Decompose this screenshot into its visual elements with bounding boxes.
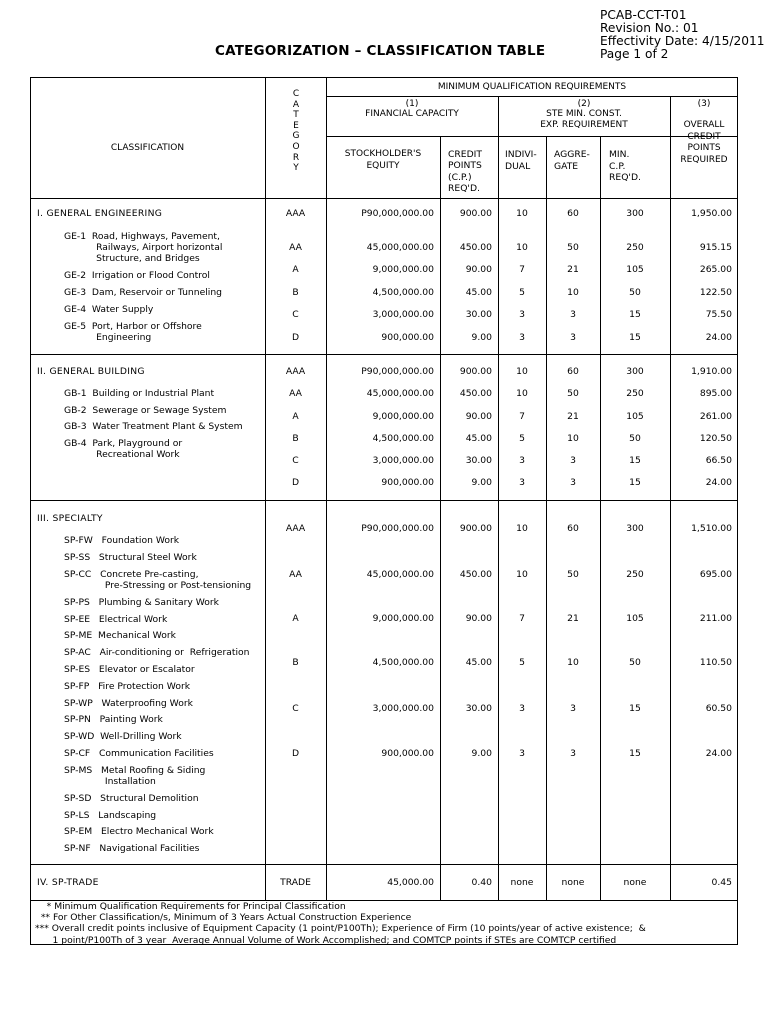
category-cell: AAA	[285, 366, 306, 377]
overall-cp-cell: 122.50	[699, 287, 732, 298]
equity-cell: 3,000,000.00	[372, 309, 434, 320]
min-cp-header-line: C.P.	[609, 160, 626, 172]
subclass-item: SP-LS Landscaping	[64, 810, 157, 821]
category-header-letter: T	[293, 110, 299, 121]
credit-points-cell: 9.00	[471, 332, 492, 343]
category-cell: B	[292, 287, 299, 298]
credit-points-cell: 450.00	[459, 569, 492, 580]
category-cell: TRADE	[280, 877, 311, 888]
equity-cell: 4,500,000.00	[372, 657, 434, 668]
cp-header-line: REQ'D.	[448, 182, 480, 194]
individual-cell: 3	[519, 477, 525, 488]
min-cp-cell: 300	[626, 366, 644, 377]
aggregate-cell: 60	[567, 523, 579, 534]
min-cp-header-line: REQ'D.	[609, 172, 641, 183]
individual-cell: 10	[516, 388, 528, 399]
section-title: I. GENERAL ENGINEERING	[37, 208, 163, 219]
overall-number: (3)	[697, 99, 711, 109]
overall-cp-cell: 915.15	[699, 242, 732, 253]
min-cp-cell: 250	[626, 388, 644, 399]
equity-cell: 900,000.00	[381, 748, 434, 759]
cp-header-line: CREDIT	[448, 149, 483, 160]
individual-cell: 10	[516, 569, 528, 580]
overall-cp-cell: 60.50	[705, 703, 732, 714]
overall-cp-cell: 211.00	[699, 613, 732, 624]
individual-cell: 10	[516, 208, 528, 219]
overall-cp-cell: 1,950.00	[691, 208, 732, 219]
min-cp-cell: 250	[626, 242, 644, 253]
overall-cp-cell: 120.50	[699, 433, 732, 444]
subclass-item: Railways, Airport horizontal	[64, 242, 223, 253]
aggregate-header-line: AGGRE-	[554, 149, 590, 160]
grid-line-vertical	[546, 77, 547, 900]
equity-cell: P90,000,000.00	[361, 366, 434, 377]
category-header-letter: O	[292, 142, 300, 152]
individual-cell: 5	[519, 287, 525, 298]
equity-cell: 45,000.00	[387, 877, 434, 888]
credit-points-cell: 450.00	[459, 242, 492, 253]
grid-line-vertical	[600, 77, 601, 900]
category-cell: AA	[289, 569, 302, 580]
category-cell: A	[292, 613, 299, 624]
section-title: IV. SP-TRADE	[37, 877, 99, 888]
min-cp-cell: 15	[629, 703, 641, 714]
subclass-item: GB-2 Sewerage or Sewage System	[64, 405, 227, 416]
category-cell: D	[291, 477, 300, 488]
footnote: ** For Other Classification/s, Minimum of 3 Years Actual Construction Experience	[35, 912, 412, 924]
credit-points-cell: 45.00	[465, 287, 492, 298]
footnote: *** Overall credit points inclusive of Equipment Capacity (1 point/P100Th); Experience of Firm (10 points/year of active existence; &	[35, 923, 646, 935]
individual-cell: 3	[519, 748, 525, 759]
min-cp-cell: 15	[629, 477, 641, 488]
category-header-letter: G	[292, 131, 300, 142]
subclass-item: GE-5 Port, Harbor or Offshore	[64, 321, 202, 332]
equity-cell: 900,000.00	[381, 477, 434, 488]
footnote: * Minimum Qualification Requirements for Principal Classification	[35, 901, 346, 912]
equity-header-line: EQUITY	[366, 160, 400, 171]
ste-number: (2)	[577, 99, 591, 109]
equity-header-line: STOCKHOLDER'S	[344, 149, 422, 159]
individual-header-line: INDIVI-	[505, 149, 537, 160]
subclass-item: GE-2 Irrigation or Flood Control	[64, 270, 210, 281]
subclass-item: SP-FP Fire Protection Work	[64, 681, 191, 692]
min-cp-cell: 15	[629, 455, 641, 466]
credit-points-cell: 30.00	[465, 703, 492, 714]
category-cell: C	[292, 309, 299, 320]
overall-cp-cell: 1,510.00	[691, 523, 732, 534]
credit-points-cell: 9.00	[471, 748, 492, 759]
subclass-item: Recreational Work	[64, 449, 180, 460]
aggregate-cell: 3	[570, 332, 576, 343]
aggregate-cell: 10	[567, 657, 579, 668]
individual-cell: 10	[516, 523, 528, 534]
category-cell: A	[292, 411, 299, 422]
subclass-item: SP-MS Metal Roofing & Siding	[64, 765, 206, 776]
overall-cp-cell: 261.00	[699, 411, 732, 422]
aggregate-cell: 3	[570, 309, 576, 320]
grid-line-horizontal	[326, 136, 670, 137]
equity-cell: 45,000,000.00	[366, 569, 434, 580]
grid-line-horizontal	[326, 96, 738, 97]
overall-cp-cell: 695.00	[699, 569, 732, 580]
page-title: CATEGORIZATION – CLASSIFICATION TABLE	[215, 43, 546, 59]
category-cell: AAA	[285, 208, 306, 219]
individual-cell: 7	[519, 264, 525, 275]
ste-header-line1: STE MIN. CONST.	[546, 109, 622, 119]
grid-line-vertical	[265, 77, 266, 900]
subclass-item: GE-3 Dam, Reservoir or Tunneling	[64, 287, 222, 298]
aggregate-cell: 60	[567, 208, 579, 219]
individual-header-line: DUAL	[505, 160, 531, 172]
credit-points-cell: 900.00	[459, 523, 492, 534]
category-cell: AA	[289, 388, 302, 399]
effectivity-line: Effectivity Date: 4/15/2011	[600, 34, 765, 48]
subclass-item: GE-4 Water Supply	[64, 304, 154, 315]
subclass-item: SP-EE Electrical Work	[64, 614, 168, 625]
min-cp-cell: none	[623, 877, 647, 888]
subclass-item: Engineering	[64, 332, 152, 343]
financial-capacity-number: (1)	[405, 99, 419, 109]
page-number-line: Page 1 of 2	[600, 47, 669, 61]
individual-cell: 3	[519, 455, 525, 466]
individual-cell: 5	[519, 657, 525, 668]
equity-cell: P90,000,000.00	[361, 208, 434, 219]
grid-line-vertical	[498, 77, 499, 900]
aggregate-cell: 50	[567, 242, 579, 253]
section-title: III. SPECIALTY	[37, 513, 103, 524]
subclass-item: GB-1 Building or Industrial Plant	[64, 388, 215, 399]
subclass-item: SP-PN Painting Work	[64, 714, 163, 725]
overall-cp-cell: 24.00	[705, 748, 732, 759]
overall-cp-cell: 75.50	[705, 309, 732, 320]
equity-cell: 45,000,000.00	[366, 242, 434, 253]
cp-header-line: (C.P.)	[448, 171, 472, 183]
credit-points-cell: 900.00	[459, 366, 492, 377]
category-cell: C	[292, 455, 299, 466]
subclass-item: SP-ES Elevator or Escalator	[64, 664, 195, 675]
subclass-item: SP-NF Navigational Facilities	[64, 843, 200, 854]
min-cp-cell: 105	[626, 411, 644, 422]
document-code-block	[600, 9, 765, 61]
equity-cell: P90,000,000.00	[361, 523, 434, 534]
credit-points-cell: 90.00	[465, 411, 492, 422]
overall-header-line: REQUIRED	[680, 154, 728, 165]
footnote: 1 point/P100Th of 3 year Average Annual Volume of Work Accomplished; and COMTCP points if STEs are COMTCP certified	[35, 934, 617, 946]
grid-line-horizontal	[30, 864, 738, 865]
min-cp-cell: 15	[629, 309, 641, 320]
category-cell: AAA	[285, 523, 306, 534]
individual-cell: 10	[516, 242, 528, 253]
subclass-item: Pre-Stressing or Post-tensioning	[64, 580, 252, 591]
subclass-item: SP-FW Foundation Work	[64, 535, 180, 546]
subclass-item: SP-ME Mechanical Work	[64, 630, 176, 641]
aggregate-cell: 21	[567, 264, 579, 275]
subclass-item: Installation	[64, 776, 156, 787]
subclass-item: SP-WP Waterproofing Work	[64, 698, 193, 709]
category-header-letter: R	[292, 152, 300, 163]
category-cell: AA	[289, 242, 302, 253]
cp-header-line: POINTS	[448, 160, 482, 172]
credit-points-cell: 900.00	[459, 208, 492, 219]
category-cell: A	[292, 264, 299, 275]
aggregate-cell: 10	[567, 433, 579, 444]
min-qual-header: MINIMUM QUALIFICATION REQUIREMENTS	[437, 82, 627, 92]
grid-line-vertical	[670, 77, 671, 900]
revision-line: Revision No.: 01	[600, 21, 699, 35]
category-cell: D	[291, 748, 300, 759]
credit-points-cell: 0.40	[471, 877, 492, 888]
individual-cell: 3	[519, 309, 525, 320]
credit-points-cell: 90.00	[465, 613, 492, 624]
equity-cell: 4,500,000.00	[372, 433, 434, 444]
aggregate-cell: 50	[567, 569, 579, 580]
aggregate-cell: 50	[567, 388, 579, 399]
equity-cell: 9,000,000.00	[372, 613, 434, 624]
subclass-item: SP-WD Well-Drilling Work	[64, 731, 182, 742]
subclass-item: SP-AC Air-conditioning or Refrigeration	[64, 647, 250, 658]
aggregate-cell: 21	[567, 411, 579, 422]
subclass-item: Structure, and Bridges	[64, 253, 200, 264]
individual-cell: 7	[519, 411, 525, 422]
subclass-item: SP-CF Communication Facilities	[64, 748, 214, 759]
aggregate-cell: 10	[567, 287, 579, 298]
equity-cell: 3,000,000.00	[372, 455, 434, 466]
overall-cp-cell: 110.50	[699, 657, 732, 668]
aggregate-cell: 3	[570, 703, 576, 714]
aggregate-cell: 21	[567, 613, 579, 624]
grid-line-horizontal	[30, 500, 738, 501]
aggregate-cell: 60	[567, 366, 579, 377]
min-cp-header-line: MIN.	[609, 149, 630, 160]
overall-header-line: CREDIT	[687, 131, 721, 142]
individual-cell: 3	[519, 332, 525, 343]
equity-cell: 3,000,000.00	[372, 703, 434, 714]
category-header-letter: C	[292, 89, 300, 99]
equity-cell: 9,000,000.00	[372, 264, 434, 275]
overall-cp-cell: 66.50	[705, 455, 732, 466]
overall-cp-cell: 265.00	[699, 264, 732, 275]
min-cp-cell: 250	[626, 569, 644, 580]
grid-line-vertical	[440, 77, 441, 900]
equity-cell: 900,000.00	[381, 332, 434, 343]
equity-cell: 9,000,000.00	[372, 411, 434, 422]
aggregate-cell: none	[561, 877, 585, 888]
subclass-item: GE-1 Road, Highways, Pavement,	[64, 231, 220, 242]
individual-cell: 5	[519, 433, 525, 444]
individual-cell: 10	[516, 366, 528, 377]
equity-cell: 4,500,000.00	[372, 287, 434, 298]
subclass-item: GB-3 Water Treatment Plant & System	[64, 421, 243, 432]
min-cp-cell: 300	[626, 208, 644, 219]
financial-capacity-header: FINANCIAL CAPACITY	[365, 109, 459, 119]
credit-points-cell: 30.00	[465, 455, 492, 466]
individual-cell: 7	[519, 613, 525, 624]
aggregate-header-line: GATE	[554, 160, 579, 172]
subclass-item: SP-PS Plumbing & Sanitary Work	[64, 597, 219, 608]
subclass-item: GB-4 Park, Playground or	[64, 438, 183, 449]
subclass-item: SP-CC Concrete Pre-casting,	[64, 569, 199, 580]
classification-header: CLASSIFICATION	[110, 143, 185, 153]
min-cp-cell: 50	[629, 433, 641, 444]
overall-cp-cell: 24.00	[705, 477, 732, 488]
category-header-letter: Y	[293, 163, 299, 174]
min-cp-cell: 105	[626, 613, 644, 624]
subclass-item: SP-SD Structural Demolition	[64, 793, 199, 804]
subclass-item: SP-SS Structural Steel Work	[64, 552, 197, 563]
doc-code-line: PCAB-CCT-T01	[600, 8, 687, 22]
overall-header-line: OVERALL	[683, 120, 725, 130]
min-cp-cell: 300	[626, 523, 644, 534]
overall-cp-cell: 0.45	[711, 877, 732, 888]
min-cp-cell: 15	[629, 748, 641, 759]
credit-points-cell: 450.00	[459, 388, 492, 399]
category-cell: C	[292, 703, 299, 714]
grid-line-horizontal	[30, 354, 738, 355]
aggregate-cell: 3	[570, 477, 576, 488]
overall-cp-cell: 1,910.00	[691, 366, 732, 377]
category-header-letter: E	[293, 120, 299, 131]
individual-cell: none	[510, 877, 534, 888]
overall-cp-cell: 24.00	[705, 332, 732, 343]
credit-points-cell: 9.00	[471, 477, 492, 488]
overall-header-line: POINTS	[687, 143, 721, 153]
overall-cp-cell: 895.00	[699, 388, 732, 399]
credit-points-cell: 45.00	[465, 433, 492, 444]
category-header-letter: A	[292, 99, 300, 110]
aggregate-cell: 3	[570, 455, 576, 466]
credit-points-cell: 90.00	[465, 264, 492, 275]
subclass-item: SP-EM Electro Mechanical Work	[64, 826, 214, 837]
credit-points-cell: 45.00	[465, 657, 492, 668]
category-cell: B	[292, 433, 299, 444]
category-cell: D	[291, 332, 300, 343]
min-cp-cell: 50	[629, 287, 641, 298]
min-cp-cell: 15	[629, 332, 641, 343]
equity-cell: 45,000,000.00	[366, 388, 434, 399]
min-cp-cell: 50	[629, 657, 641, 668]
category-cell: B	[292, 657, 299, 668]
grid-line-vertical	[326, 77, 327, 900]
min-cp-cell: 105	[626, 264, 644, 275]
credit-points-cell: 30.00	[465, 309, 492, 320]
grid-line-horizontal	[30, 198, 738, 199]
section-title: II. GENERAL BUILDING	[37, 366, 145, 377]
individual-cell: 3	[519, 703, 525, 714]
ste-header-line2: EXP. REQUIREMENT	[540, 120, 628, 130]
aggregate-cell: 3	[570, 748, 576, 759]
